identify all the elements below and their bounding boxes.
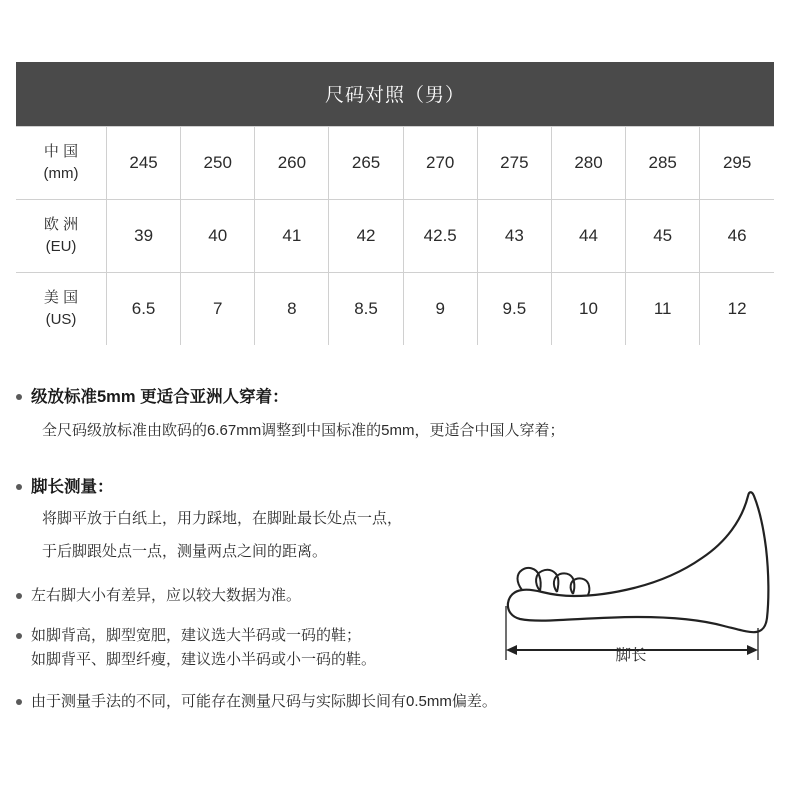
bullet-dot-icon <box>16 394 22 400</box>
size-cell: 260 <box>255 127 329 200</box>
size-cell: 12 <box>700 273 774 346</box>
table-row <box>16 127 774 200</box>
note-grading-body: 全尺码级放标准由欧码的6.67mm调整到中国标准的5mm，更适合中国人穿着； <box>42 421 565 439</box>
row-header-europe <box>16 200 107 273</box>
row-header-line: 欧 洲 <box>43 216 79 234</box>
note-tolerance-text: 由于测量手法的不同，可能存在测量尺码与实际脚长间有0.5mm偏差。 <box>31 693 497 711</box>
size-cell: 39 <box>107 200 181 273</box>
note-measure-body-line1: 将脚平放于白纸上，用力踩地，在脚趾最长处点一点， <box>42 509 403 527</box>
bullet-dot-icon <box>16 633 22 639</box>
bullet-dot-icon <box>16 593 22 599</box>
size-cell: 8 <box>255 273 329 346</box>
size-cell: 43 <box>477 200 551 273</box>
note-measure-body-line2: 于后脚跟处点一点，测量两点之间的距离。 <box>42 543 328 560</box>
foot-length-label: 脚长 <box>615 647 647 664</box>
row-header-china <box>16 127 107 200</box>
note-asymmetry-text: 左右脚大小有差异，应以较大数据为准。 <box>31 587 302 605</box>
row-header-line: 中 国 <box>43 143 79 161</box>
note-grading <box>16 385 774 445</box>
size-cell: 280 <box>551 127 625 200</box>
bullet-dot-icon <box>16 699 22 705</box>
size-cell: 44 <box>551 200 625 273</box>
size-cell: 46 <box>700 200 774 273</box>
size-cell: 6.5 <box>107 273 181 346</box>
size-table-container <box>16 62 774 345</box>
row-header-line: (US) <box>45 311 77 328</box>
size-cell: 285 <box>626 127 700 200</box>
table-row <box>16 200 774 273</box>
size-cell: 245 <box>107 127 181 200</box>
size-cell: 7 <box>181 273 255 346</box>
table-row <box>16 273 774 346</box>
size-cell: 275 <box>477 127 551 200</box>
size-cell: 9.5 <box>477 273 551 346</box>
size-cell: 8.5 <box>329 273 403 346</box>
size-cell: 10 <box>551 273 625 346</box>
size-cell: 42.5 <box>403 200 477 273</box>
size-cell: 40 <box>181 200 255 273</box>
note-foot-shape-line1: 如脚背高，脚型宽肥，建议选大半码或一码的鞋； <box>31 627 362 645</box>
size-cell: 265 <box>329 127 403 200</box>
note-tolerance <box>16 690 774 714</box>
row-header-line: (mm) <box>43 165 79 182</box>
size-cell: 41 <box>255 200 329 273</box>
size-table-title: 尺码对照（男） <box>16 62 774 126</box>
row-header-us <box>16 273 107 346</box>
size-cell: 9 <box>403 273 477 346</box>
note-foot-shape-line2: 如脚背平、脚型纤瘦，建议选小半码或小一码的鞋。 <box>31 651 377 669</box>
note-grading-heading: 级放标准5mm 更适合亚洲人穿着： <box>31 388 289 406</box>
row-header-line: 美 国 <box>43 289 79 307</box>
size-cell: 270 <box>403 127 477 200</box>
size-cell: 250 <box>181 127 255 200</box>
bullet-dot-icon <box>16 484 22 490</box>
size-cell: 45 <box>626 200 700 273</box>
row-header-line: (EU) <box>45 238 77 255</box>
size-cell: 42 <box>329 200 403 273</box>
size-cell: 11 <box>626 273 700 346</box>
note-measure-heading: 脚长测量： <box>31 478 114 496</box>
size-cell: 295 <box>700 127 774 200</box>
size-comparison-table <box>16 62 774 345</box>
